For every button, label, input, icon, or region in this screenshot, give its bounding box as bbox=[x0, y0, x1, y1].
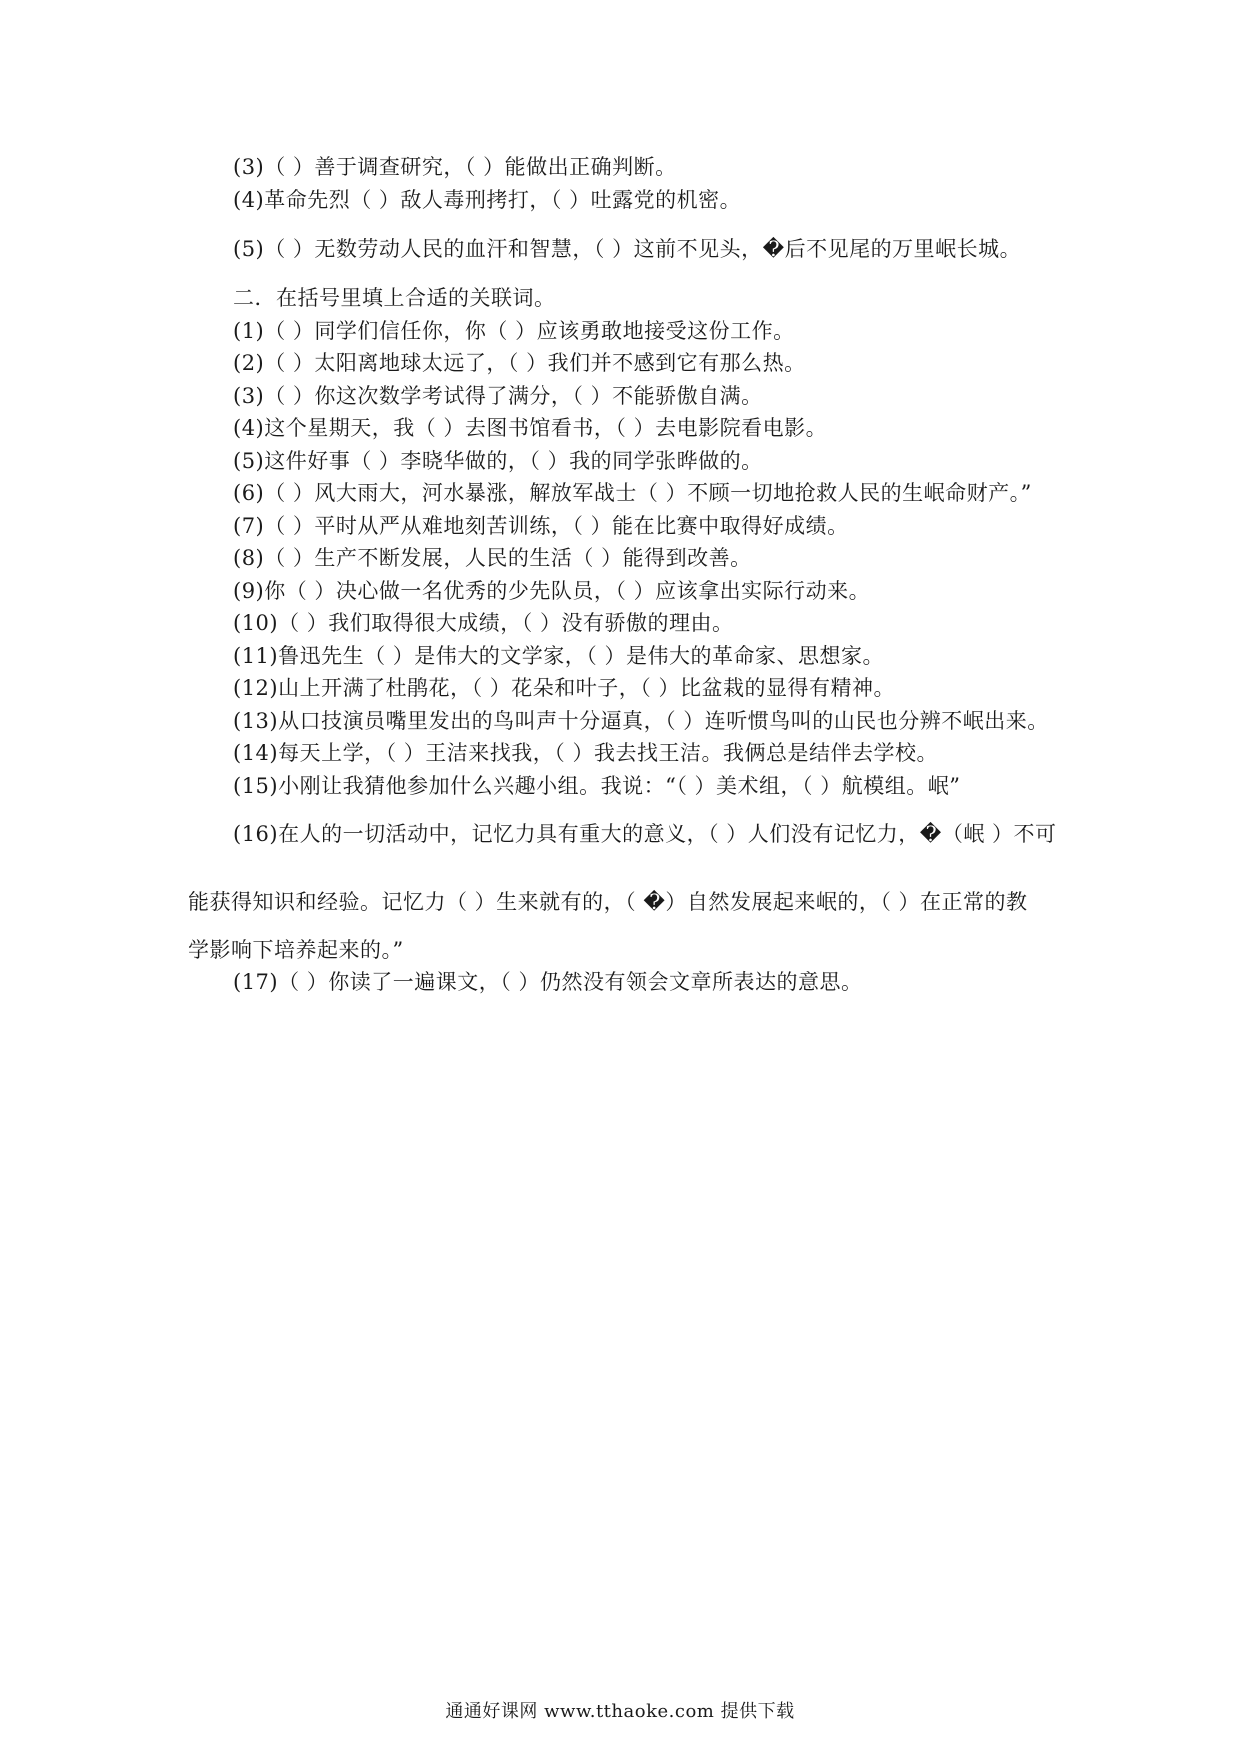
fill-item-3: (3)（ ）你这次数学考试得了满分，（ ）不能骄傲自满。 bbox=[233, 384, 763, 408]
fill-item-12: (12)山上开满了杜鹃花，（ ）花朵和叶子，（ ）比盆栽的显得有精神。 bbox=[233, 676, 895, 700]
fill-item-8: (8)（ ）生产不断发展，人民的生活（ ）能得到改善。 bbox=[233, 546, 752, 570]
fill-item-14: (14)每天上学，（ ）王洁来找我，（ ）我去找王洁。我俩总是结伴去学校。 bbox=[233, 741, 938, 765]
question-item-4: (4)革命先烈（ ）敌人毒刑拷打，（ ）吐露党的机密。 bbox=[233, 188, 742, 212]
page-footer: 通通好课网 www.tthaoke.com 提供下载 bbox=[445, 1701, 795, 1722]
fill-item-15: (15)小刚让我猜他参加什么兴趣小组。我说：“（ ）美术组，（ ）航模组。岷” bbox=[233, 774, 961, 798]
fill-item-16-line-3: 学影响下培养起来的。” bbox=[188, 938, 404, 962]
fill-item-10: (10)（ ）我们取得很大成绩，（ ）没有骄傲的理由。 bbox=[233, 611, 734, 635]
fill-item-17: (17)（ ）你读了一遍课文，（ ）仍然没有领会文章所表达的意思。 bbox=[233, 970, 863, 994]
section-heading: 二．在括号里填上合适的关联词。 bbox=[233, 286, 556, 310]
fill-item-5: (5)这件好事（ ）李晓华做的，（ ）我的同学张晔做的。 bbox=[233, 449, 763, 473]
question-item-5: (5)（ ）无数劳动人民的血汗和智慧，（ ）这前不见头，�后不见尾的万里岷长城。 bbox=[233, 237, 1022, 261]
fill-item-4: (4)这个星期天，我（ ）去图书馆看书，（ ）去电影院看电影。 bbox=[233, 416, 828, 440]
fill-item-11: (11)鲁迅先生（ ）是伟大的文学家，（ ）是伟大的革命家、思想家。 bbox=[233, 644, 884, 668]
question-item-3: (3)（ ）善于调查研究，（ ）能做出正确判断。 bbox=[233, 155, 677, 179]
fill-item-6: (6)（ ）风大雨大，河水暴涨，解放军战士（ ）不顾一切地抢救人民的生岷命财产。” bbox=[233, 481, 1032, 505]
fill-item-2: (2)（ ）太阳离地球太远了，（ ）我们并不感到它有那么热。 bbox=[233, 351, 806, 375]
fill-item-16-line-2: 能获得知识和经验。记忆力（ ）生来就有的，（ �）自然发展起来岷的，（ ）在正常的教 bbox=[188, 890, 1028, 914]
fill-item-7: (7)（ ）平时从严从难地刻苦训练，（ ）能在比赛中取得好成绩。 bbox=[233, 514, 849, 538]
fill-item-16-line-1: (16)在人的一切活动中，记忆力具有重大的意义，（ ）人们没有记忆力，�（岷 ）不可 bbox=[233, 822, 1057, 846]
fill-item-9: (9)你（ ）决心做一名优秀的少先队员，（ ）应该拿出实际行动来。 bbox=[233, 579, 871, 603]
fill-item-1: (1)（ ）同学们信任你，你（ ）应该勇敢地接受这份工作。 bbox=[233, 319, 795, 343]
fill-item-13: (13)从口技演员嘴里发出的鸟叫声十分逼真，（ ）连听惯鸟叫的山民也分辨不岷出来。 bbox=[233, 709, 1049, 733]
